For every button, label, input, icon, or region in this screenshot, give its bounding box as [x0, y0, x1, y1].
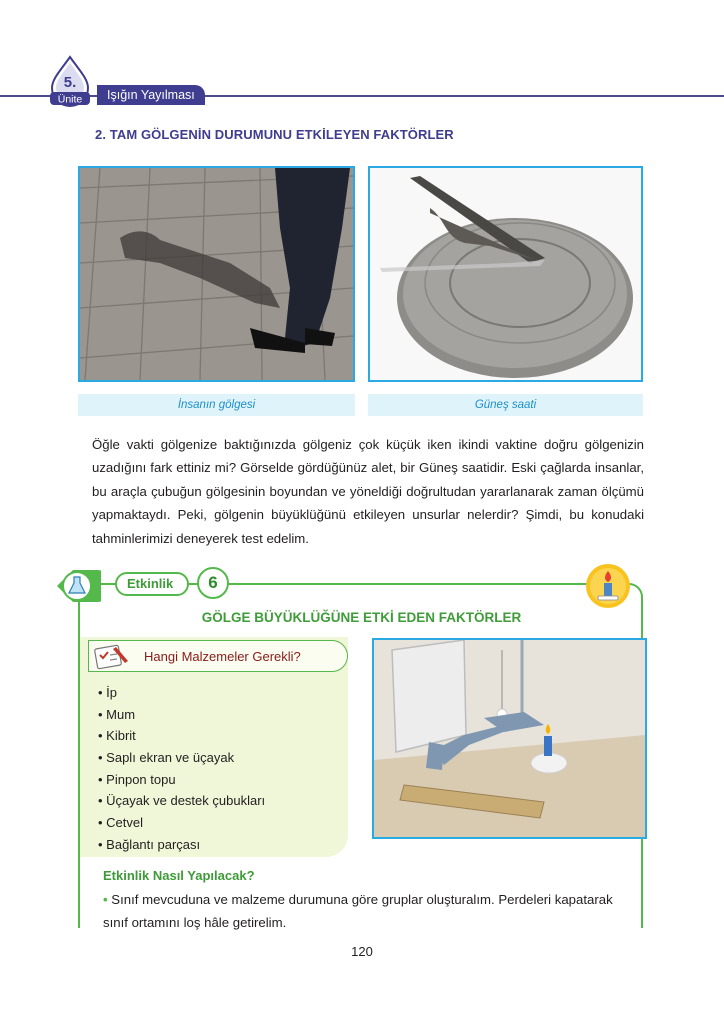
list-item: • Mum [98, 704, 265, 726]
bullet-icon: • [103, 892, 108, 907]
list-item: • Bağlantı parçası [98, 834, 265, 856]
caption-sundial: Güneş saati [368, 394, 643, 416]
caption-human-shadow: İnsanın gölgesi [78, 394, 355, 416]
section-title: 2. TAM GÖLGENİN DURUMUNU ETKİLEYEN FAKTÖRLER [95, 127, 454, 142]
page-number: 120 [351, 944, 373, 959]
list-item: • Üçayak ve destek çubukları [98, 790, 265, 812]
intro-paragraph: Öğle vakti gölgenize baktığınızda gölgeniz çok küçük iken ikindi vaktine doğru gölgenizin uzadığını fark ettiniz mi? Görselde gördüğünüz alet, bir Güneş saatidir. Eski çağlarda insanlar, bu araçla çubuğun gölgesinin boyundan ve yöneldiği doğrultudan yararlanarak zaman ölçümü yapmaktaydı. Peki, gölgenin büyüklüğünü etkileyen unsurlar nelerdir? Şimdi, bu konudaki tahminlerimizi deneyerek test edelim. [92, 437, 644, 546]
how-heading: Etkinlik Nasıl Yapılacak? [103, 868, 255, 883]
photo-sundial [368, 166, 643, 382]
materials-heading: Hangi Malzemeler Gerekli? [144, 649, 301, 664]
list-item: • Pinpon topu [98, 769, 265, 791]
photo-experiment-setup [372, 638, 647, 839]
unit-word: Ünite [57, 93, 83, 106]
flask-icon [55, 566, 101, 606]
unit-title: Işığın Yayılması [97, 85, 205, 105]
list-item: • Cetvel [98, 812, 265, 834]
how-paragraph [103, 888, 641, 934]
activity-number: 6 [197, 567, 229, 599]
activity-title: GÖLGE BÜYÜKLÜĞÜNE ETKİ EDEN FAKTÖRLER [201, 610, 522, 625]
how-text: Sınıf mevcuduna ve malzeme durumuna göre gruplar oluşturalım. Perdeleri kapatarak sınıf ortamını loş hâle getirelim. [103, 892, 613, 930]
candle-icon [585, 563, 631, 609]
list-item: • Saplı ekran ve üçayak [98, 747, 265, 769]
list-item: • Kibrit [98, 725, 265, 747]
photo-human-shadow [78, 166, 355, 382]
unit-drop-icon [44, 55, 96, 107]
checklist-icon [92, 641, 132, 671]
list-item: • İp [98, 682, 265, 704]
materials-list [98, 682, 265, 856]
unit-number: 5. [63, 74, 77, 91]
activity-label: Etkinlik [115, 572, 189, 596]
